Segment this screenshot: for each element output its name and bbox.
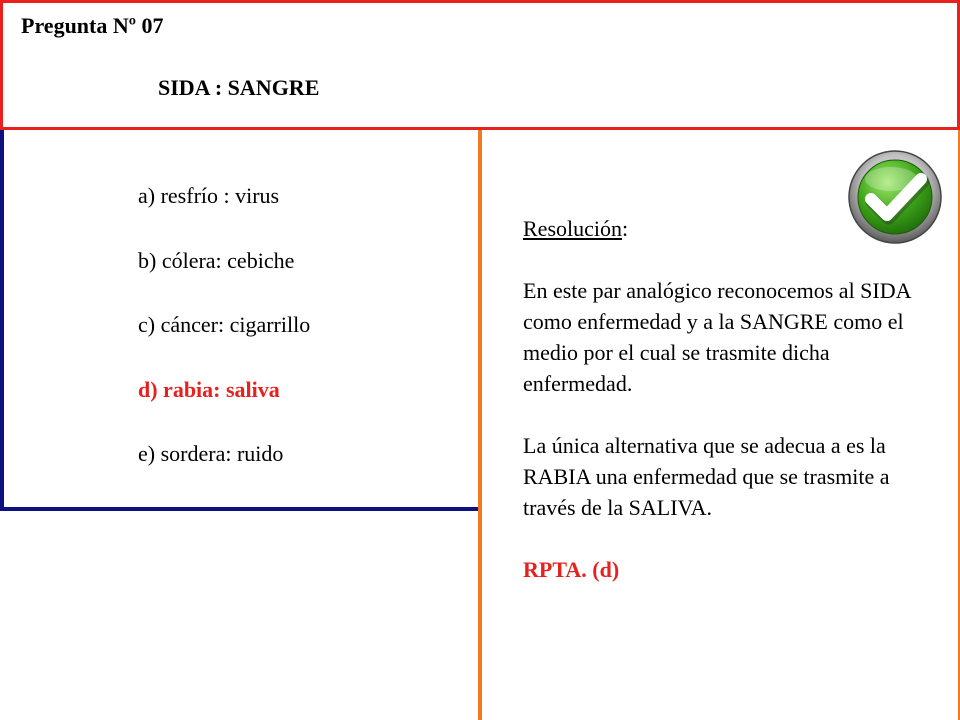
question-number: Pregunta Nº 07 [21, 13, 164, 38]
question-box [0, 0, 960, 130]
question-pair: SIDA : SANGRE [158, 75, 320, 100]
option-a[interactable]: a) resfrío : virus [138, 183, 280, 208]
options-box [0, 127, 482, 511]
option-b[interactable]: b) cólera: cebiche [138, 247, 295, 273]
option-c[interactable]: c) cáncer: cigarrillo [138, 312, 311, 337]
resolution-paragraph-2: La única alternativa que se adecua a es la RABIA una enfermedad que se trasmite a través de la SALIVA. [523, 433, 890, 520]
resolution-heading [523, 213, 943, 244]
resolution-paragraph-1: En este par analógico reconocemos al SIDA como enfermedad y a la SANGRE como el medio por el cual se trasmite dicha enfermedad. [523, 278, 911, 396]
option-e[interactable]: e) sordera: ruido [138, 441, 284, 466]
resolution-title-suffix: : [622, 216, 629, 241]
options-list [138, 179, 310, 502]
resolution-box [478, 127, 960, 720]
resolution-text [523, 213, 943, 585]
resolution-title: Resolución [523, 216, 622, 241]
answer-label: RPTA. (d) [523, 557, 620, 582]
option-d-correct[interactable]: d) rabia: saliva [138, 376, 280, 402]
